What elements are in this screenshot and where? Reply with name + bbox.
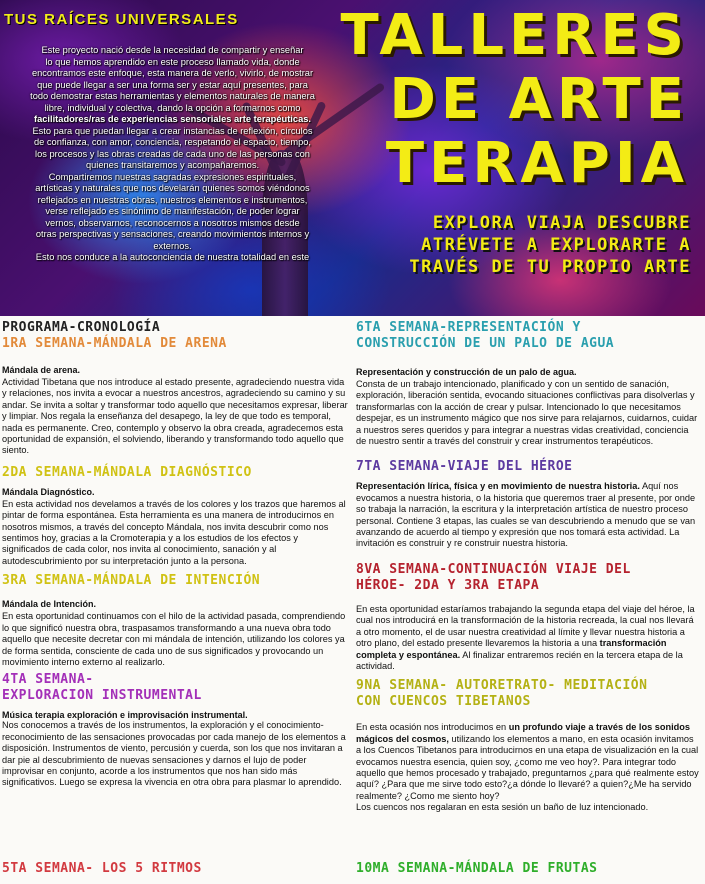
week-7-body: Aquí nos evocamos a nuestra historia, o la historia que queremos traer al presente, por onde so trabaja la narración, la escritura y la interpretación artística de nuestro proceso personal. Contiene 3 etapas, las cuales se van descubriendo a menudo que se van avanzando de acuerdo al tiempo y expresión que nos tomará esta actividad. La invitación es construir y re construir nuestra historia. <box>356 481 696 549</box>
week-6-heading <box>356 320 701 352</box>
body-line: externos. <box>153 240 192 251</box>
week-8-text-b: Al finalizar entraremos recién en la tercera etapa de la actividad. <box>356 649 683 671</box>
week-6-block <box>356 367 701 447</box>
body-line: Compartiremos nuestras sagradas expresiones espirituales, <box>48 171 297 182</box>
week-9-heading-line: 9NA SEMANA- AUTORETRATO- MEDITACIÓN <box>356 678 648 694</box>
body-line: vernos, observarnos, reconocernos a nosotros mismos desde <box>45 217 300 228</box>
week-8-heading <box>356 562 701 594</box>
week-1-text: Actividad Tibetana que nos introduce al estado presente, agradeciendo nuestra vida y relaciones, nos invita a evocar a nuestros ancestros, agradeciendo su camino y su andar. Se invita a soltar y transformar todo aquello que necesitamos expresar, liberar y limpiar. Nos regala la enseñanza del desapego, la ley de que todo es temporal, nada es permanente. Creo, contemplo y observo la obra creada, agradecemos esta oportunidad de expansión, el solviendo, liberando y transformando todo aquello que siento. <box>2 377 348 456</box>
body-line: de confianza, con amor, conciencia, respetando el espacio, tiempo, <box>33 137 311 147</box>
week-4-heading-line: EXPLORACION INSTRUMENTAL <box>2 688 202 704</box>
intro-line: que puede llegar a ser una forma ser y estar aquí presentes, para <box>37 79 308 90</box>
body-line: los procesos y las obras creadas de cada uno de las personas con <box>35 148 310 159</box>
week-6-heading-line: 6TA SEMANA-REPRESENTACIÓN Y <box>356 320 581 335</box>
week-8-text-emphasis: transformación completa y espontánea. <box>356 638 667 660</box>
week-8-text <box>356 604 701 672</box>
week-3-block <box>2 599 348 668</box>
main-title-line: DE ARTE <box>389 67 689 132</box>
week-8-block <box>356 604 701 672</box>
body-line: Esto para que puedan llegar a crear instancias de reflexión, círculos <box>32 125 313 136</box>
week-8-text-a: En esta oportunidad estaríamos trabajando la segunda etapa del viaje del héroe, la cual nos introducirá en la transformación de la historia recreada, la cual nos llevará a otro momento, el de usar nuestra creatividad al límite y llevar nuestra historia a otro plano, del estado presente llevaremos la historia a una <box>356 603 695 649</box>
hero-small-title: TUS RAÍCES UNIVERSALES <box>4 11 239 28</box>
body-line: Esto nos conduce a la autoconciencia de nuestra totalidad en este <box>35 252 310 262</box>
program-right-column <box>356 320 701 876</box>
tagline-line: TRAVÉS DE TU PROPIO ARTE <box>409 257 691 277</box>
week-5-heading: 5TA SEMANA- LOS 5 RITMOS <box>2 861 202 876</box>
week-8-heading-line: 8VA SEMANA-CONTINUACIÓN VIAJE DEL <box>356 561 631 577</box>
body-line: verse reflejado es sinónimo de manifestación, de poder lograr <box>45 206 300 216</box>
week-4-text: Nos conocemos a través de los instrumentos, la exploración y el conocimiento-reconocimiento de las sensaciones provocadas por cada manejo de los elementos a disposición. Instrumentos de viento, percusión y cuerda, son los que nos invitaran a dar pie al descubrimiento de nuevas sensaciones y darnos el lujo de poder improvisar en conjunto, acorde a los instrumentos que nos han sido más significativos. Luego se expresa la vivencia en otra obra para plasmar lo aprendido. <box>2 720 346 788</box>
intro-line: todo demostrar estas herramientas y elementos naturales de manera <box>30 91 315 101</box>
week-9-text-c: Los cuencos nos regalaran en esta sesión un baño de luz intencionado. <box>356 802 649 813</box>
hero-banner <box>0 0 705 316</box>
week-9-heading-line: CON CUENCOS TIBETANOS <box>356 694 531 710</box>
week-1-heading: 1RA SEMANA-MÁNDALA DE ARENA <box>2 336 227 351</box>
program-left-column <box>2 320 348 876</box>
body-line: quienes transitaremos y acompañaremos. <box>85 160 260 170</box>
week-3-label: Mándala de Intención. <box>2 599 97 610</box>
program-heading: PROGRAMA-CRONOLOGÍA <box>2 320 161 335</box>
body-line: otras perspectivas y sensaciones, creando movimientos internos y <box>35 229 310 239</box>
week-2-heading: 2DA SEMANA-MÁNDALA DIAGNÓSTICO <box>2 464 252 480</box>
week-9-text-b: utilizando los elementos a mano, en esta ocasión invitamos a los Cuencos Tibetanos para introducirnos en una etapa de visualización en la cual evocamos nuestra esencia, quien soy, ¿como me veo hoy?. Para integrar todo aquello que hemos procesado y trabajado, preguntarnos ¿para qué realmente estoy aquí? ¿Para que me sirve todo esto?¿a dónde lo llevaré? a quien?¿Me ha servido realmente? ¿Como me siento hoy? <box>356 733 699 801</box>
week-6-label: Representación y construcción de un palo de agua. <box>356 367 577 377</box>
week-6-text: Consta de un trabajo intencionado, planificado y con un sentido de sanación, exploración, liberación sentida, evocando situaciones conflictivas para disolverlas y transformarlas con la acción de crear y pulsar. Intencionado lo que necesitamos despejar, es un instrumento mágico que nos sirve para relajarnos, cuidarnos, cuidar a nuestros seres queridos y para integrar a nuestras vidas creatividad, conciencia de nuestro sentir a través del construir y crear instrumentos terapéuticos. <box>356 379 698 447</box>
week-3-text: En esta oportunidad continuamos con el hilo de la actividad pasada, comprendiendo lo que significó nuestra obra, traspasamos transformando a una nueva obra todo aquello que necesite decretar con mi mándala de intención, utilizando los colores ya de forma sentida, consciente de cada uno de sus significados y provocando un movimiento interno externo al realizarlo. <box>2 611 346 667</box>
tagline <box>409 212 691 278</box>
week-7-heading: 7TA SEMANA-VIAJE DEL HÉROE <box>356 459 573 475</box>
intro-line: lo que hemos aprendido en este proceso llamado vida, donde <box>45 56 300 67</box>
week-1-block <box>2 365 348 457</box>
week-9-text-a: En esta ocasión nos introducimos en <box>356 722 507 733</box>
tagline-line: ATRÉVETE A EXPLORARTE A <box>421 235 691 255</box>
week-1-label: Mándala de arena. <box>2 365 81 375</box>
week-4-label: Música terapia exploración e improvisación instrumental. <box>2 710 248 721</box>
week-9-text <box>356 722 701 802</box>
main-title-line: TALLERES <box>340 3 689 68</box>
body-line: reflejados en nuestras obras, nuestros elementos e instrumentos, <box>37 194 308 205</box>
week-4-block <box>2 710 348 788</box>
week-9-heading <box>356 678 701 710</box>
intro-line: libre, individual y colectiva, dando la opción a formarnos como <box>44 102 301 113</box>
week-7-text <box>356 481 701 549</box>
week-8-heading-line: HÉROE- 2DA Y 3RA ETAPA <box>356 577 540 593</box>
week-2-block <box>2 487 348 567</box>
intro-line: encontramos este enfoque, esta manera de verlo, vivirlo, de mostrar <box>31 68 314 78</box>
week-6-heading-line: CONSTRUCCIÓN DE UN PALO DE AGUA <box>356 336 615 351</box>
week-3-heading: 3RA SEMANA-MÁNDALA DE INTENCIÓN <box>2 573 261 589</box>
week-2-label: Mándala Diagnóstico. <box>2 486 95 497</box>
week-9-block <box>356 722 701 813</box>
week-10-heading: 10MA SEMANA-MÁNDALA DE FRUTAS <box>356 861 598 876</box>
body-line: artísticas y naturales que nos develarán quienes somos viéndonos <box>35 183 310 193</box>
main-title-line: TERAPIA <box>385 131 689 196</box>
intro-emphasis: facilitadores/ras de experiencias sensoriales arte terapéuticas. <box>34 114 311 124</box>
week-7-label: Representación lírica, física y en movimiento de nuestra historia. <box>356 481 640 492</box>
week-4-heading-line: 4TA SEMANA- <box>2 672 94 688</box>
intro-line: Este proyecto nació desde la necesidad de compartir y enseñar <box>41 45 304 55</box>
week-9-text-emphasis: un profundo viaje a través de los sonidos mágicos del cosmos, <box>356 722 690 744</box>
main-title <box>340 4 689 196</box>
week-2-text: En esta actividad nos develamos a través de los colores y los trazos que haremos al pintar de forma espontánea. Esta herramienta es una manera de introducirnos en nosotros mismos, a través del concepto Mándala, nos invita descubrir como nos sentimos hoy, gracias a la Cromoterapia y a los estudios de los efectos y significados de cada color, nos invita al conocimiento, sanación y al autodescubrimiento por su interpretación junto a la persona. <box>2 498 346 566</box>
hero-intro-text <box>0 45 345 264</box>
tagline-line: EXPLORA VIAJA DESCUBRE <box>432 213 691 233</box>
week-4-heading <box>2 672 348 704</box>
week-7-block <box>356 481 701 549</box>
